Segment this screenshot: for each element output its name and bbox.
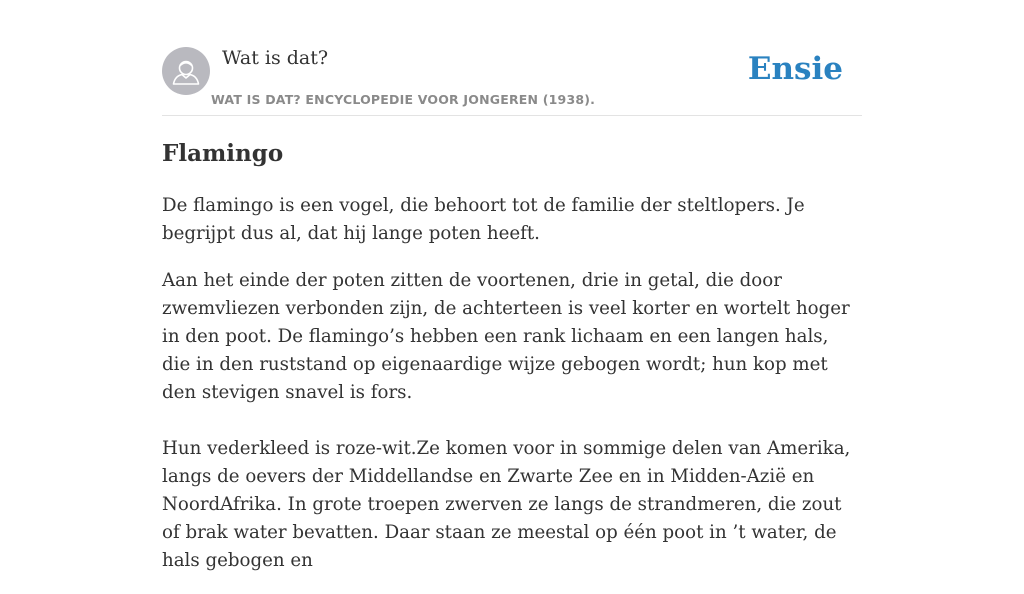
page: [162, 0, 862, 571]
source-subtitle: WAT IS DAT? ENCYCLOPEDIE VOOR JONGEREN (1938).: [211, 92, 596, 107]
article-paragraph: Hun vederkleed is roze-wit.Ze komen voor in sommige delen van Amerika, langs de oevers der Middellandse en Zwarte Zee en in Midden-Azië en NoordAfrika. In grote troepen zwerven ze langs de strandmeren, die zout of brak water bevatten. Daar staan ze meestal op één poot in ’t water, de hals gebogen en: [162, 438, 851, 571]
user-silhouette-icon[interactable]: [162, 47, 210, 95]
source-header: [162, 0, 862, 116]
article-paragraph: De flamingo is een vogel, die behoort tot de familie der steltlopers. Je begrijpt dus al, dat hij lange poten heeft.: [162, 195, 805, 244]
brand-logo[interactable]: Ensie: [747, 51, 843, 87]
article-title: Flamingo: [162, 140, 284, 167]
article-paragraph: Aan het einde der poten zitten de voortenen, drie in getal, die door zwemvliezen verbonden zijn, de achterteen is veel korter en wortelt hoger in den poot. De flamingo’s hebben een rank lichaam en een langen hals, die in den ruststand op eigenaardige wijze gebogen wordt; hun kop met den stevigen snavel is fors.: [162, 270, 850, 403]
source-title-link[interactable]: Wat is dat?: [222, 47, 329, 69]
article-body: [162, 192, 862, 594]
